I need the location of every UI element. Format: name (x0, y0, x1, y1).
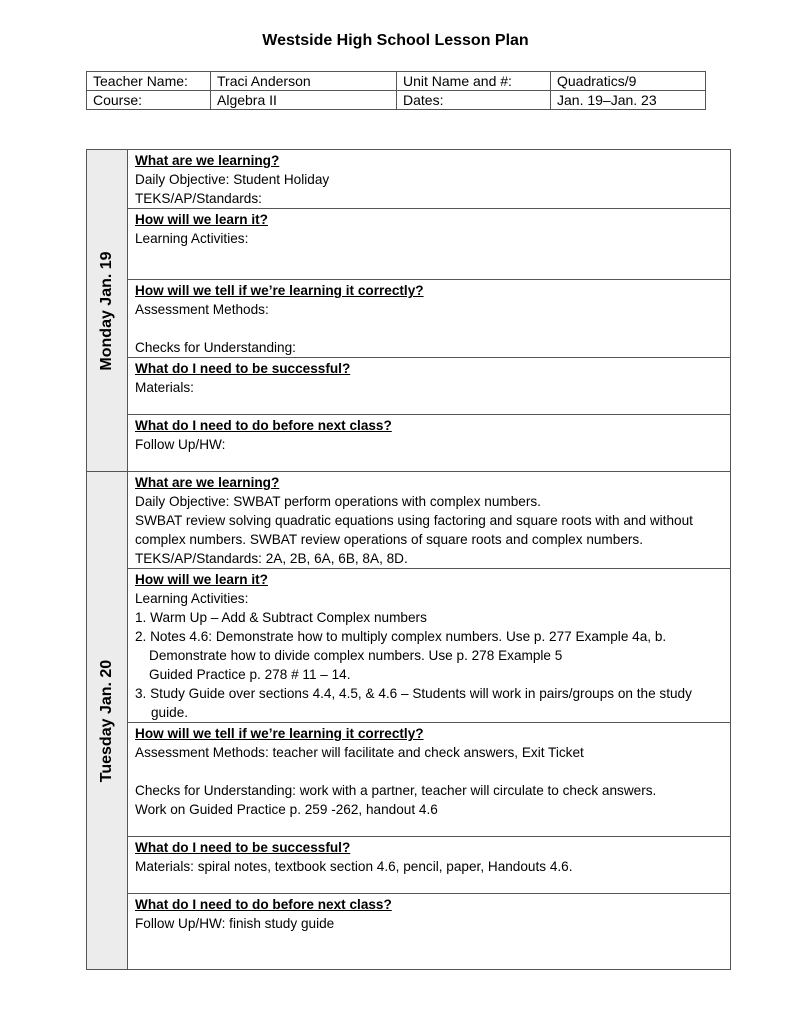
tuesday-day-label: Tuesday Jan. 20 (98, 659, 115, 782)
tuesday-next-heading: What do I need to do before next class? (135, 897, 392, 912)
course-value: Algebra II (211, 91, 397, 110)
monday-next-heading: What do I need to do before next class? (135, 418, 392, 433)
info-table (86, 71, 706, 110)
unit-name-value: Quadratics/9 (551, 72, 706, 91)
info-row-course (87, 91, 706, 110)
tuesday-assess-section (128, 723, 731, 837)
tuesday-objective-3: complex numbers. SWBAT review operations of square roots and complex numbers. (135, 532, 643, 547)
tuesday-how-heading: How will we learn it? (135, 572, 268, 587)
teacher-name-label: Teacher Name: (87, 72, 211, 91)
tuesday-activity-2c: Guided Practice p. 278 # 11 – 14. (149, 667, 351, 682)
tuesday-teks: TEKS/AP/Standards: 2A, 2B, 6A, 6B, 8A, 8D. (135, 551, 408, 566)
info-row-teacher (87, 72, 706, 91)
tuesday-assess-heading: How will we tell if we’re learning it correctly? (135, 726, 424, 741)
page-title: Westside High School Lesson Plan (262, 32, 529, 49)
tuesday-checks-2: Work on Guided Practice p. 259 -262, handout 4.6 (135, 802, 438, 817)
tuesday-activity-2: 2. Notes 4.6: Demonstrate how to multiply complex numbers. Use p. 277 Example 4a, b. (135, 629, 667, 644)
monday-assessment: Assessment Methods: (135, 302, 269, 317)
tuesday-assessment: Assessment Methods: teacher will facilitate and check answers, Exit Ticket (135, 745, 584, 760)
monday-activities: Learning Activities: (135, 231, 249, 246)
monday-day-label: Monday Jan. 19 (98, 250, 115, 371)
tuesday-success-row (87, 837, 731, 894)
tuesday-learning-section (128, 472, 731, 569)
monday-success-section (128, 358, 731, 415)
monday-followup: Follow Up/HW: (135, 437, 226, 452)
monday-how-heading: How will we learn it? (135, 212, 268, 227)
tuesday-objective-2: SWBAT review solving quadratic equations using factoring and square roots with and without (135, 513, 693, 528)
dates-label: Dates: (397, 91, 551, 110)
tuesday-followup: Follow Up/HW: finish study guide (135, 916, 335, 931)
tuesday-activity-3b: guide. (151, 705, 189, 720)
teacher-name-value: Traci Anderson (211, 72, 397, 91)
tuesday-next-row (87, 894, 731, 970)
tuesday-day-cell (87, 472, 128, 970)
monday-assess-row (87, 280, 731, 358)
monday-next-section (128, 415, 731, 472)
tuesday-activity-3: 3. Study Guide over sections 4.4, 4.5, & 4.6 – Students will work in pairs/groups on the study (135, 686, 692, 701)
monday-objective: Daily Objective: Student Holiday (135, 172, 330, 187)
monday-next-row (87, 415, 731, 472)
tuesday-success-heading: What do I need to be successful? (135, 840, 351, 855)
monday-how-section (128, 209, 731, 280)
tuesday-learning-heading: What are we learning? (135, 475, 280, 490)
monday-learning-row (87, 150, 731, 209)
dates-value: Jan. 19–Jan. 23 (551, 91, 706, 110)
tuesday-success-section (128, 837, 731, 894)
tuesday-activity-2b: Demonstrate how to divide complex numbers. Use p. 278 Example 5 (149, 648, 563, 663)
monday-learning-section (128, 150, 731, 209)
tuesday-next-section (128, 894, 731, 970)
tuesday-how-section (128, 569, 731, 723)
tuesday-checks: Checks for Understanding: work with a partner, teacher will circulate to check answers. (135, 783, 657, 798)
unit-name-label: Unit Name and #: (397, 72, 551, 91)
monday-success-row (87, 358, 731, 415)
tuesday-materials: Materials: spiral notes, textbook section 4.6, pencil, paper, Handouts 4.6. (135, 859, 573, 874)
monday-success-heading: What do I need to be successful? (135, 361, 351, 376)
monday-checks: Checks for Understanding: (135, 340, 296, 355)
course-label: Course: (87, 91, 211, 110)
monday-assess-heading: How will we tell if we’re learning it correctly? (135, 283, 424, 298)
tuesday-how-row (87, 569, 731, 723)
tuesday-objective: Daily Objective: SWBAT perform operations with complex numbers. (135, 494, 541, 509)
tuesday-activity-1: 1. Warm Up – Add & Subtract Complex numbers (135, 610, 427, 625)
monday-day-cell (87, 150, 128, 472)
monday-assess-section (128, 280, 731, 358)
monday-materials: Materials: (135, 380, 194, 395)
monday-teks: TEKS/AP/Standards: (135, 191, 262, 206)
lesson-plan-table (86, 149, 731, 970)
tuesday-learning-row (87, 472, 731, 569)
tuesday-assess-row (87, 723, 731, 837)
tuesday-activities: Learning Activities: (135, 591, 249, 606)
monday-how-row (87, 209, 731, 280)
monday-learning-heading: What are we learning? (135, 153, 280, 168)
